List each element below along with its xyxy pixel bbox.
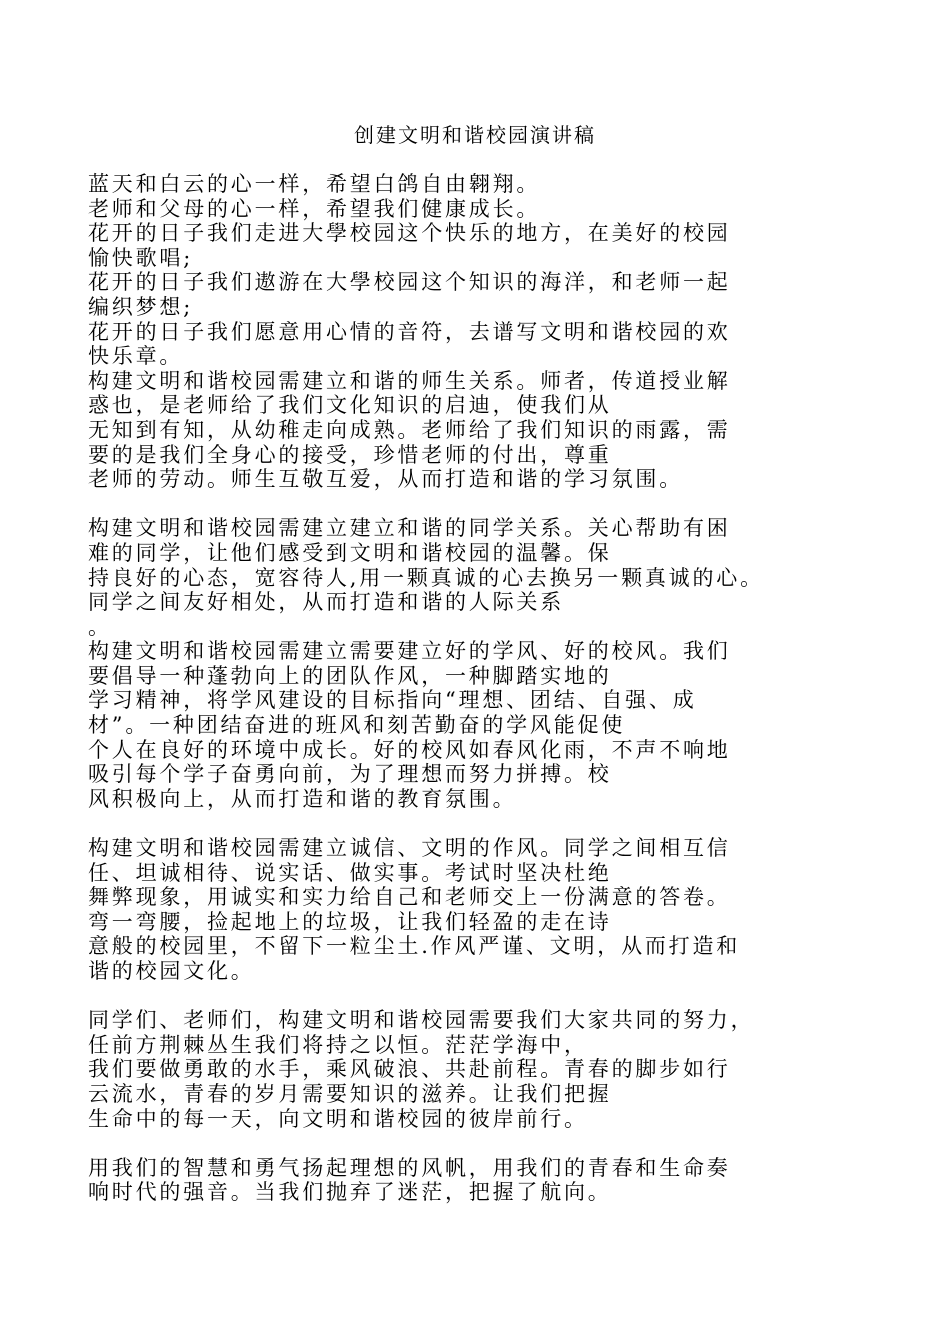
text-line: 难的同学，让他们感受到文明和谐校园的温馨。保	[88, 540, 612, 565]
document-title: 创建文明和谐校园演讲稿	[354, 123, 596, 147]
paragraph-gap	[88, 1131, 888, 1156]
text-line: 谐的校园文化。	[88, 959, 255, 983]
text-line: 材”。一种团结奋进的班风和刻苦勤奋的学风能促使	[88, 713, 626, 738]
text-line: 用我们的智慧和勇气扬起理想的风帆，用我们的青春和生命奏	[88, 1155, 731, 1180]
text-line: 编织梦想;	[88, 294, 194, 319]
paragraph-gap	[88, 492, 888, 517]
paragraph-gap	[88, 984, 888, 1009]
text-line: 无知到有知，从幼稚走向成熟。老师给了我们知识的雨露，需	[88, 417, 731, 442]
text-line: 意般的校园里，不留下一粒尘土.作风严谨、文明，从而打造和	[88, 934, 741, 959]
text-line: 构建文明和谐校园需建立需要建立好的学风、好的校风。我们	[88, 639, 731, 664]
text-line: 云流水，青春的岁月需要知识的滋养。让我们把握	[88, 1081, 612, 1106]
text-line: 同学们、老师们，构建文明和谐校园需要我们大家共同的努力，	[88, 1008, 755, 1033]
text-line: 任前方荆棘丛生我们将持之以恒。茫茫学海中，	[88, 1032, 588, 1057]
text-line: 构建文明和谐校园需建立和谐的师生关系。师者，传道授业解	[88, 368, 731, 393]
text-line: 构建文明和谐校园需建立诚信、文明的作风。同学之间相互信	[88, 836, 731, 861]
document-body	[88, 172, 888, 1205]
text-line: 花开的日子我们遨游在大學校园这个知识的海洋，和老师一起	[88, 270, 731, 295]
text-line: 响时代的强音。当我们抛弃了迷茫，把握了航向。	[88, 1180, 612, 1205]
text-line: 风积极向上，从而打造和谐的教育氛围。	[88, 786, 517, 811]
text-line: 生命中的每一天，向文明和谐校园的彼岸前行。	[88, 1106, 588, 1131]
text-line: 要的是我们全身心的接受，珍惜老师的付出，尊重	[88, 442, 612, 467]
text-line: 花开的日子我们愿意用心情的音符，去谱写文明和谐校园的欢	[88, 319, 731, 344]
text-line: 老师的劳动。师生互敬互爱，从而打造和谐的学习氛围。	[88, 467, 683, 492]
text-line: 花开的日子我们走进大學校园这个快乐的地方，在美好的校园	[88, 221, 731, 246]
text-line: 舞弊现象，用诚实和实力给自己和老师交上一份满意的答卷。	[88, 885, 731, 910]
text-line: 吸引每个学子奋勇向前，为了理想而努力拼搏。校	[88, 762, 612, 787]
paragraph-gap	[88, 811, 888, 836]
text-line: 任、坦诚相待、说实话、做实事。考试时坚决杜绝	[88, 860, 612, 885]
text-line: 学习精神，将学风建设的目标指向“理想、团结、自强、成	[88, 688, 697, 713]
text-line: 弯一弯腰，捡起地上的垃圾，让我们轻盈的走在诗	[88, 909, 612, 934]
text-line: 愉快歌唱;	[88, 245, 194, 270]
text-line: 同学之间友好相处，从而打造和谐的人际关系	[88, 590, 564, 615]
text-line: 。	[88, 614, 112, 639]
text-line: 老师和父母的心一样，希望我们健康成长。	[88, 196, 541, 221]
text-line: 我们要做勇敢的水手，乘风破浪、共赴前程。青春的脚步如行	[88, 1057, 731, 1082]
text-line: 要倡导一种蓬勃向上的团队作风，一种脚踏实地的	[88, 663, 612, 688]
text-line: 持良好的心态，宽容待人,用一颗真诚的心去换另一颗真诚的心。	[88, 565, 764, 590]
text-line: 惑也，是老师给了我们文化知识的启迪，使我们从	[88, 393, 612, 418]
text-line: 蓝天和白云的心一样，希望白鸽自由翱翔。	[88, 172, 541, 196]
text-line: 快乐章。	[88, 344, 184, 369]
text-line: 个人在良好的环境中成长。好的校风如春风化雨，不声不响地	[88, 737, 731, 762]
text-line: 构建文明和谐校园需建立建立和谐的同学关系。关心帮助有困	[88, 516, 731, 541]
